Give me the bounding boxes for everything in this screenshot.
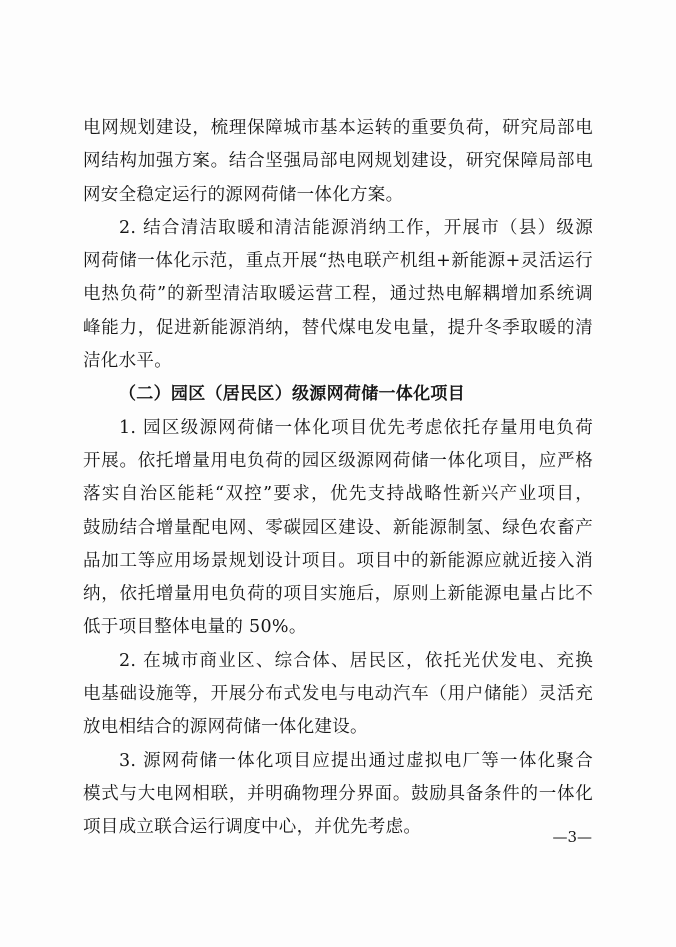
text-line: 电基础设施等，开展分布式发电与电动汽车（用户储能）灵活充 [83, 684, 593, 705]
text-line: 电网规划建设，梳理保障城市基本运转的重要负荷，研究局部电 [83, 118, 593, 138]
text-line: 网结构加强方案。结合坚强局部电网规划建设，研究保障局部电 [83, 151, 593, 172]
text-line: 电热负荷”的新型清洁取暖运营工程，通过热电解耦增加系统调 [83, 284, 593, 305]
text-line: 放电相结合的源网荷储一体化建设。 [83, 717, 368, 738]
text-line: 项目成立联合运行调度中心，并优先考虑。 [83, 817, 422, 838]
text-line: 2. 结合清洁取暖和清洁能源消纳工作，开展市（县）级源 [119, 217, 593, 238]
text-line: 网荷储一体化示范，重点开展“热电联产机组+新能源+灵活运行 [83, 251, 593, 272]
page-number: —3— [552, 828, 592, 846]
text-line: 鼓励结合增量配电网、零碳园区建设、新能源制氢、绿色农畜产 [83, 517, 593, 538]
text-line: 品加工等应用场景规划设计项目。项目中的新能源应就近接入消 [83, 550, 593, 571]
text-line: 峰能力，促进新能源消纳，替代煤电发电量，提升冬季取暖的清 [83, 317, 593, 338]
text-line: 纳，依托增量用电负荷的项目实施后，原则上新能源电量占比不 [83, 584, 593, 605]
text-line: 洁化水平。 [83, 351, 172, 372]
text-line: 模式与大电网相联，并明确物理分界面。鼓励具备条件的一体化 [83, 783, 593, 804]
text-line: 开展。依托增量用电负荷的园区级源网荷储一体化项目，应严格 [83, 450, 593, 471]
section-heading: （二）园区（居民区）级源网荷储一体化项目 [119, 384, 465, 405]
text-line: 3. 源网荷储一体化项目应提出通过虚拟电厂等一体化聚合 [119, 750, 593, 771]
text-line: 落实自治区能耗“双控”要求，优先支持战略性新兴产业项目， [83, 484, 593, 505]
text-line: 2. 在城市商业区、综合体、居民区，依托光伏发电、充换 [119, 650, 593, 671]
text-line: 网安全稳定运行的源网荷储一体化方案。 [83, 184, 404, 205]
text-line: 1. 园区级源网荷储一体化项目优先考虑依托存量用电负荷 [119, 417, 593, 438]
document-body [83, 112, 593, 845]
text-line: 低于项目整体电量的 50%。 [83, 617, 307, 638]
